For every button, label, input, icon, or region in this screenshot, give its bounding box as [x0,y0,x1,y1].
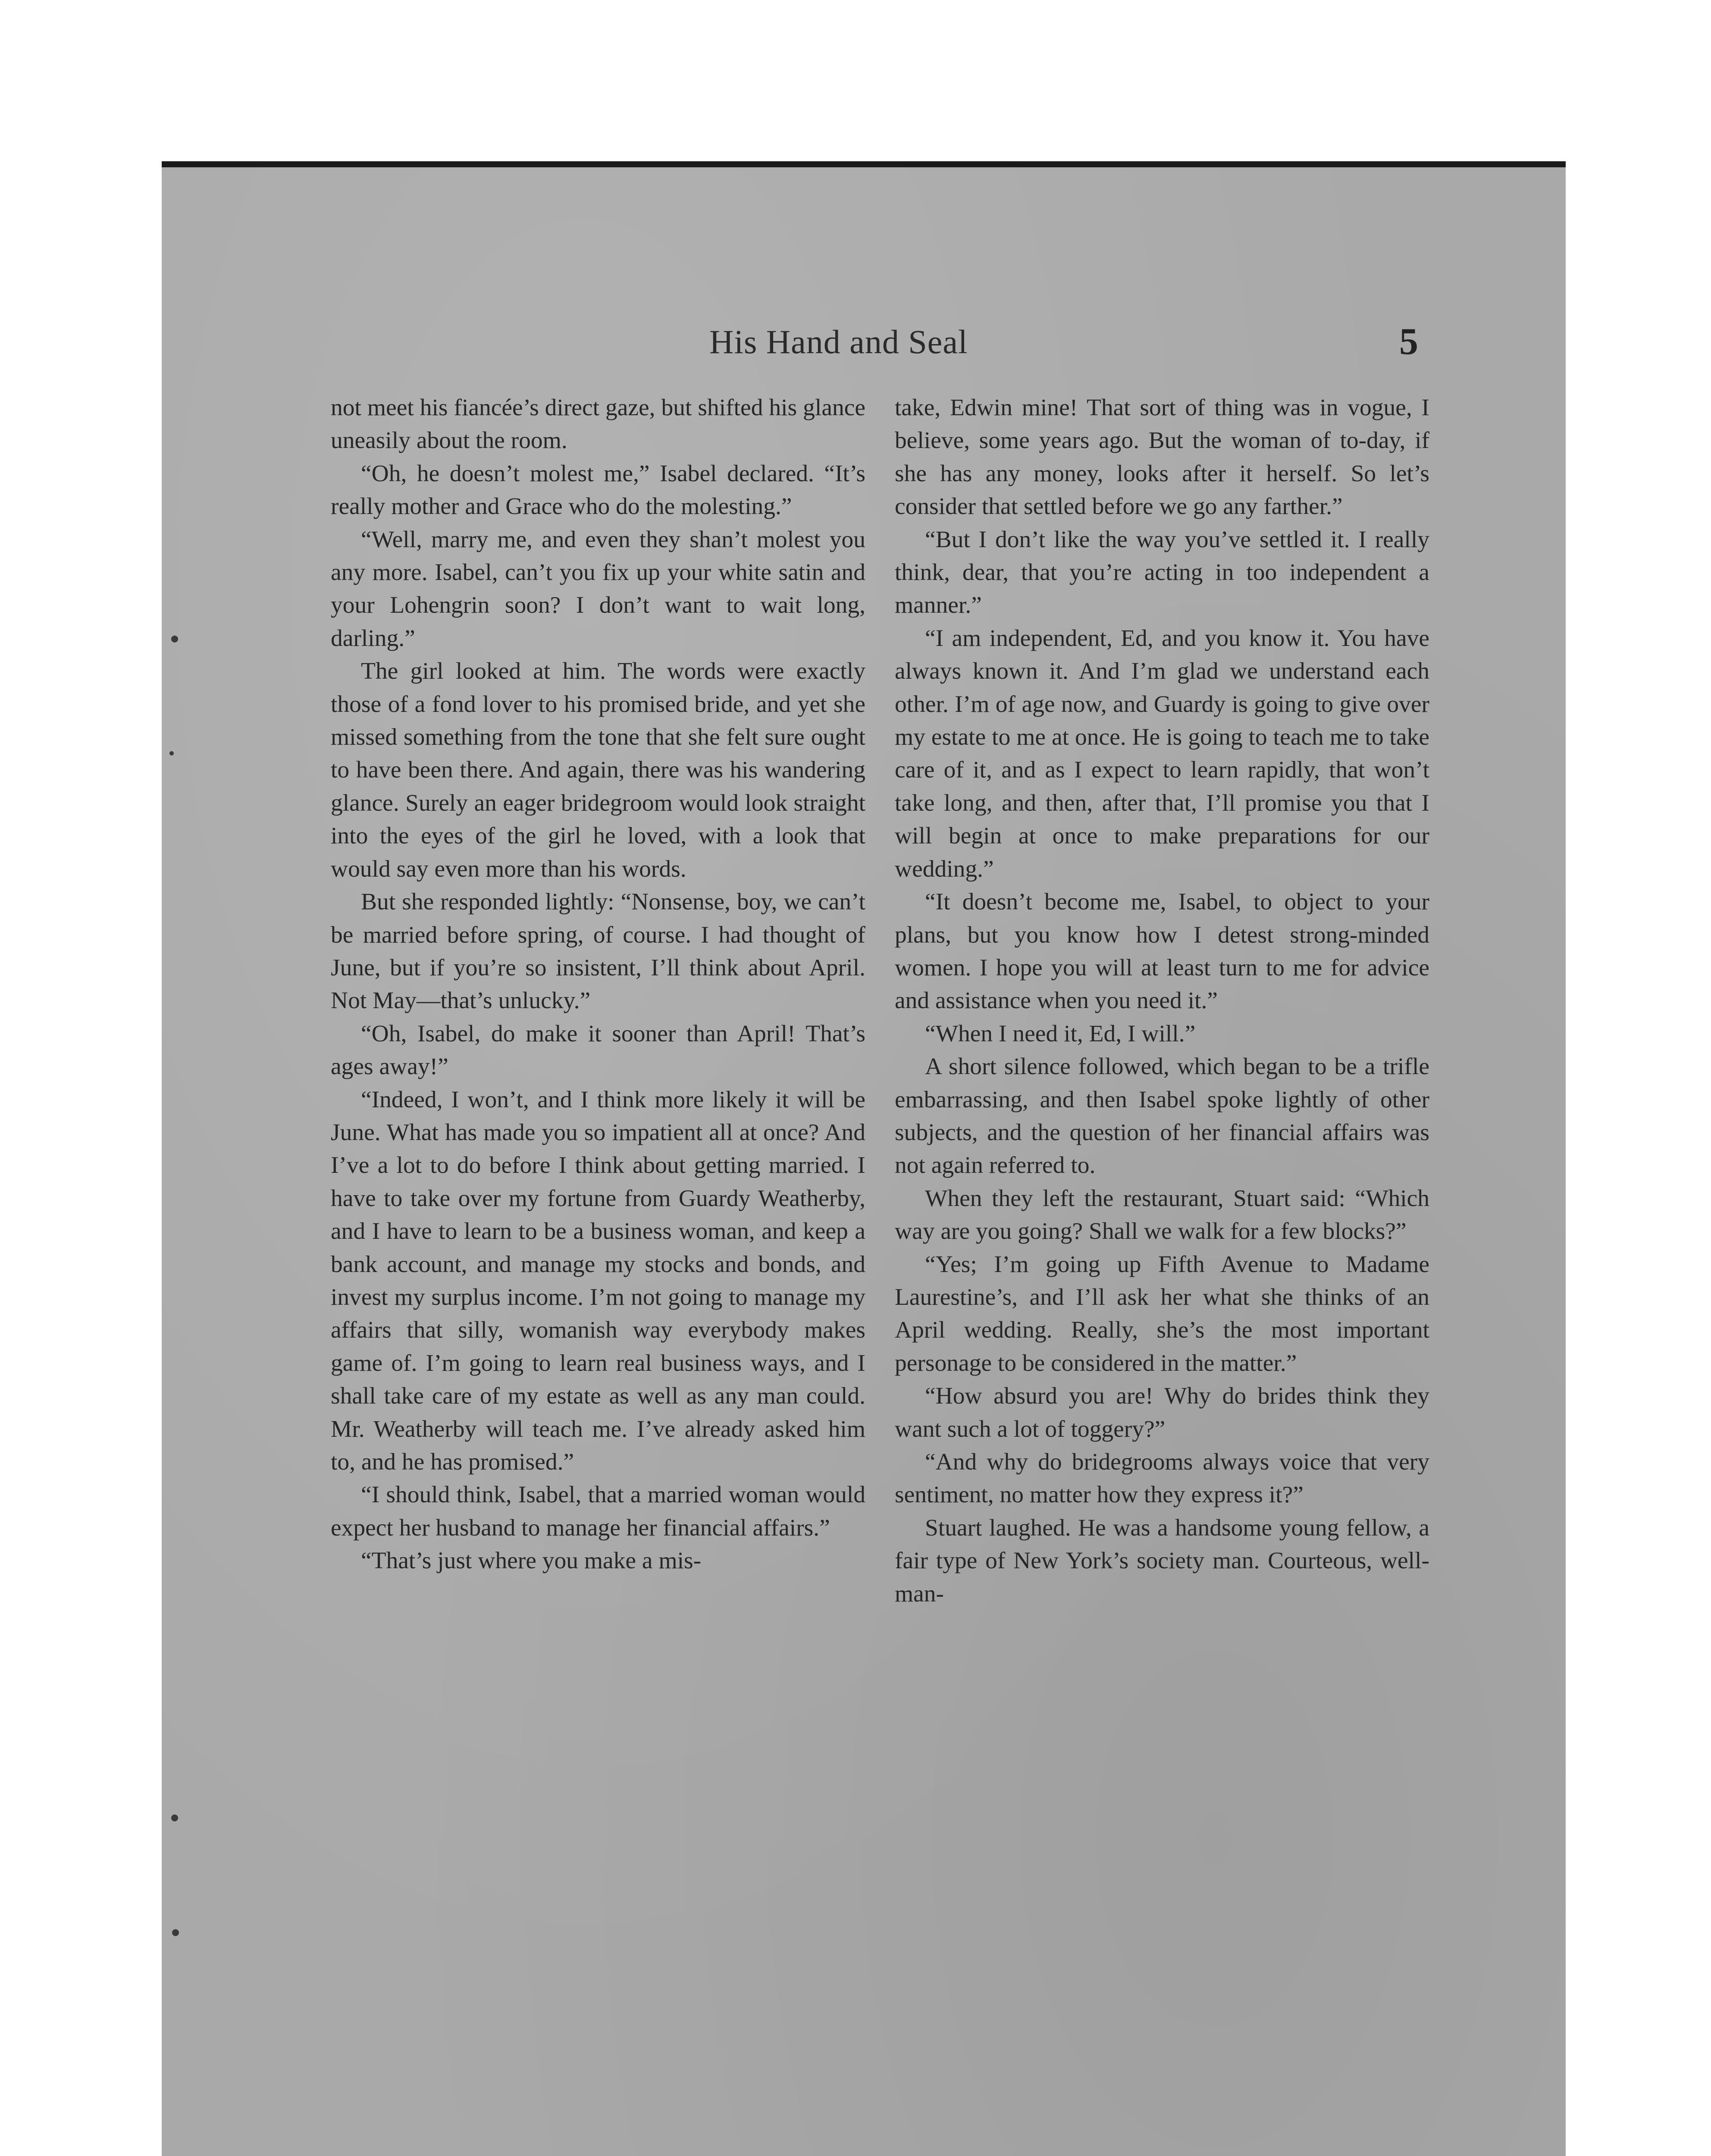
scanned-page [162,161,1566,2156]
paragraph: “Indeed, I won’t, and I think more likely it will be June. What has made you so impatient all at once? And I’ve a lot to do before I think about getting married. I have to take over my fortune from Guardy Weatherby, and I have to learn to be a business woman, and keep a bank account, and manage my stocks and bonds, and invest my surplus income. I’m not going to manage my affairs that silly, womanish way everybody makes game of. I’m going to learn real business ways, and I shall take care of my estate as well as any man could. Mr. Weatherby will teach me. I’ve already asked him to, and he has promised.” [331,1086,865,1475]
paragraph: Stuart laughed. He was a handsome young fellow, a fair type of New York’s society man. Courteous, well-man- [895,1514,1429,1607]
paragraph: “When I need it, Ed, I will.” [925,1020,1196,1047]
binding-hole-mark [171,636,178,642]
paragraph: But she responded lightly: “Nonsense, boy, we can’t be married before spring, of course. I had thought of June, but if you’re so insistent, I’ll think about April. Not May—that’s unlucky.” [331,889,865,1014]
running-title: His Hand and Seal [709,323,968,360]
paragraph: “Well, marry me, and even they shan’t molest you any more. Isabel, can’t you fix up your white satin and your Lohengrin soon? I don’t want to wait long, darling.” [331,526,865,652]
paragraph: “It doesn’t become me, Isabel, to object to your plans, but you know how I detest strong-minded women. I hope you will at least turn to me for advice and assistance when you need it.” [895,889,1429,1014]
paragraph: “But I don’t like the way you’ve settled it. I really think, dear, that you’re acting in too independent a manner.” [895,526,1429,619]
page-number: 5 [1399,321,1418,363]
binding-hole-mark [171,1814,178,1821]
paragraph: A short silence followed, which began to be a trifle embarrassing, and then Isabel spoke lightly of other subjects, and the question of her financial affairs was not again referred to. [895,1053,1429,1179]
binding-hole-mark [172,1929,179,1936]
paragraph: “I should think, Isabel, that a married woman would expect her husband to manage her financial affairs.” [331,1482,865,1541]
text-column-left [331,392,865,2156]
paragraph: “That’s just where you make a mis- [361,1548,702,1574]
paragraph: When they left the restaurant, Stuart said: “Which way are you going? Shall we walk for a few blocks?” [895,1185,1429,1245]
paragraph: “How absurd you are! Why do brides think they want such a lot of toggery?” [895,1383,1429,1442]
paragraph: “I am independent, Ed, and you know it. You have always known it. And I’m glad we understand each other. I’m of age now, and Guardy is going to give over my estate to me at once. He is going to teach me to take care of it, and as I expect to learn rapidly, that won’t take long, and then, after that, I’ll promise you that I will begin at once to make preparations for our wedding.” [895,625,1429,882]
paragraph: “Oh, he doesn’t molest me,” Isabel declared. “It’s really mother and Grace who do the molesting.” [331,460,865,520]
paragraph: “Yes; I’m going up Fifth Avenue to Madame Laurestine’s, and I’ll ask her what she thinks of an April wedding. Really, she’s the most important personage to be considered in the matter.” [895,1251,1429,1376]
page-header [162,323,1566,374]
paragraph: “And why do bridegrooms always voice that very sentiment, no matter how they express it?” [895,1449,1429,1508]
binding-hole-mark [169,751,174,755]
paragraph: not meet his fiancée’s direct gaze, but shifted his glance uneasily about the room. [331,395,865,454]
paragraph: “Oh, Isabel, do make it sooner than April! That’s ages away!” [331,1020,865,1080]
text-column-right [895,392,1429,2156]
paragraph: take, Edwin mine! That sort of thing was in vogue, I believe, some years ago. But the woman of to-day, if she has any money, looks after it herself. So let’s consider that settled before we go any farther.” [895,395,1429,520]
paragraph: The girl looked at him. The words were exactly those of a fond lover to his promised bride, and yet she missed something from the tone that she felt sure ought to have been there. And again, there was his wandering glance. Surely an eager bridegroom would look straight into the eyes of the girl he loved, with a look that would say even more than his words. [331,658,865,882]
